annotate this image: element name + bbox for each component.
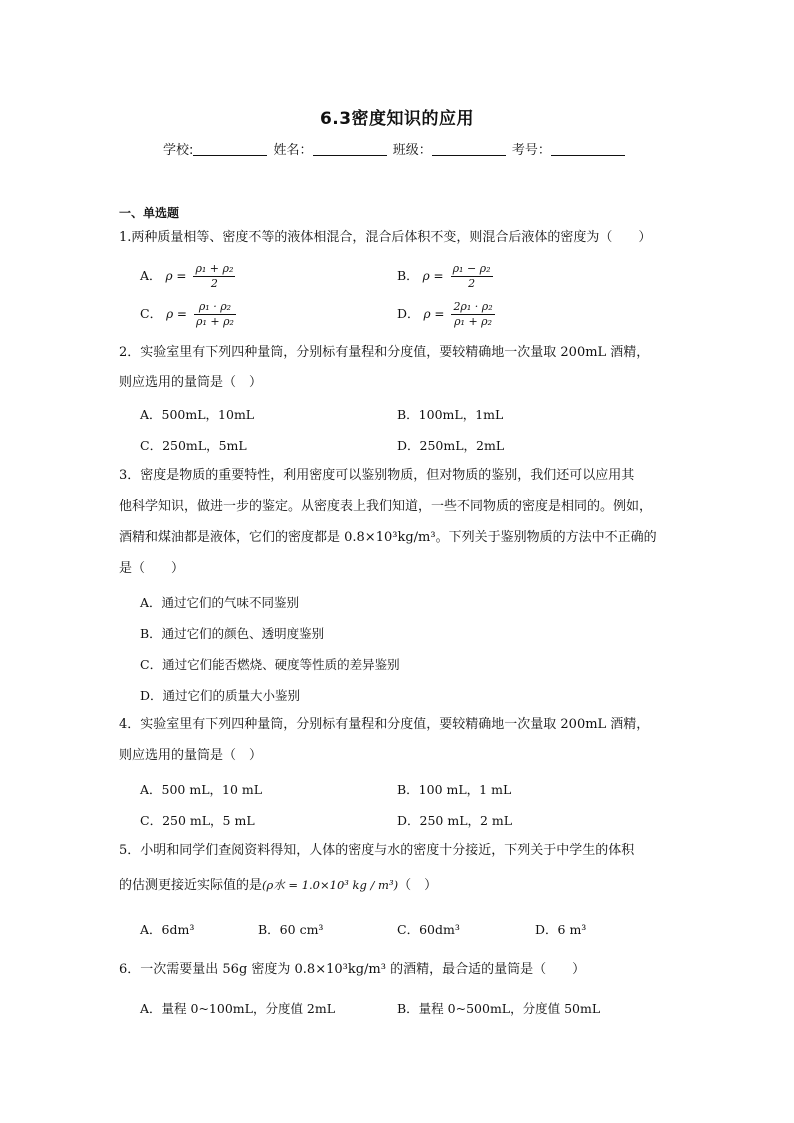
question-3-option-c: C．通过它们能否燃烧、硬度等性质的差异鉴别 [140,657,400,672]
question-3-stem-line-4: 是（ ） [119,561,185,576]
student-info-line [163,139,627,158]
question-2-option-d: D．250mL，2mL [397,438,505,453]
question-5-option-d: D．6 m³ [535,922,587,937]
question-6-stem: 6．一次需要量出 56g 密度为 0.8×10³kg/m³ 的酒精，最合适的量筒是（ ） [119,962,586,977]
class-blank[interactable] [432,141,506,156]
name-label: 姓名： [273,143,313,158]
question-5-formula: (ρ水 = 1.0×10³ kg / m³) [262,878,399,892]
school-blank[interactable] [193,141,267,156]
question-3-stem-line-2: 他科学知识，做进一步的鉴定。从密度表上我们知道，一些不同物质的密度是相同的。例如， [119,499,653,514]
question-4-option-c: C．250 mL，5 mL [140,813,255,828]
question-5-option-b: B．60 cm³ [258,922,324,937]
question-1-stem: 1.两种质量相等、密度不等的液体相混合，混合后体积不变，则混合后液体的密度为（ ） [119,230,652,245]
question-4-option-a: A．500 mL，10 mL [140,782,263,797]
question-3-stem-line-3: 酒精和煤油都是液体，它们的密度都是 0.8×10³kg/m³。下列关于鉴别物质的方法中不正确的 [119,530,657,545]
question-6-option-b: B．量程 0~500mL，分度值 50mL [397,1001,601,1016]
question-1-option-c: C． ρ = $\frac{\text{ρ₁ · ρ₂}}{\text{ρ₁ + ρ₂}}$ [140,300,234,328]
school-label: 学校: [163,143,194,158]
question-1-option-d: D． ρ = $\frac{\text{2ρ₁ · ρ₂}}{\text{ρ₁ + ρ₂}}$ [397,300,493,328]
question-5-option-c: C．60dm³ [397,922,460,937]
question-2-option-b: B．100mL，1mL [397,407,504,422]
question-4-stem-line-2: 则应选用的量筒是（ ） [119,748,263,763]
name-blank[interactable] [313,141,387,156]
page-title: 6.3密度知识的应用 [319,109,475,129]
question-1-option-a: A． ρ = $\frac{\text{ρ₁ + ρ₂}}{2}$ [140,262,234,290]
question-5-stem-line-2: 的估测更接近实际值的是(ρ水 = 1.0×10³ kg / m³)（ ） [119,878,438,893]
question-2-stem-line-2: 则应选用的量筒是（ ） [119,375,263,390]
question-2-stem-line-1: 2．实验室里有下列四种量筒，分别标有量程和分度值，要较精确地一次量取 200mL 酒精， [119,345,650,360]
question-5-stem-line-1: 5．小明和同学们查阅资料得知，人体的密度与水的密度十分接近，下列关于中学生的体积 [119,843,635,858]
exam-no-label: 考号： [511,143,551,158]
question-2-option-c: C．250mL，5mL [140,438,247,453]
exam-no-blank[interactable] [551,141,625,156]
class-label: 班级： [392,143,432,158]
question-4-option-d: D．250 mL，2 mL [397,813,513,828]
question-3-option-a: A．通过它们的气味不同鉴别 [140,595,300,610]
question-4-stem-line-1: 4．实验室里有下列四种量筒，分别标有量程和分度值，要较精确地一次量取 200mL 酒精， [119,717,650,732]
question-2-option-a: A．500mL，10mL [140,407,255,422]
question-3-option-b: B．通过它们的颜色、透明度鉴别 [140,626,325,641]
question-1-option-b: B． ρ = $\frac{\text{ρ₁ − ρ₂}}{2}$ [397,262,491,290]
question-5-option-a: A．6dm³ [140,922,195,937]
question-3-stem-line-1: 3．密度是物质的重要特性，利用密度可以鉴别物质，但对物质的鉴别，我们还可以应用其 [119,468,635,483]
question-4-option-b: B．100 mL，1 mL [397,782,512,797]
question-6-option-a: A．量程 0~100mL，分度值 2mL [140,1001,336,1016]
question-3-option-d: D．通过它们的质量大小鉴别 [140,688,301,703]
section-heading: 一、单选题 [119,206,180,220]
